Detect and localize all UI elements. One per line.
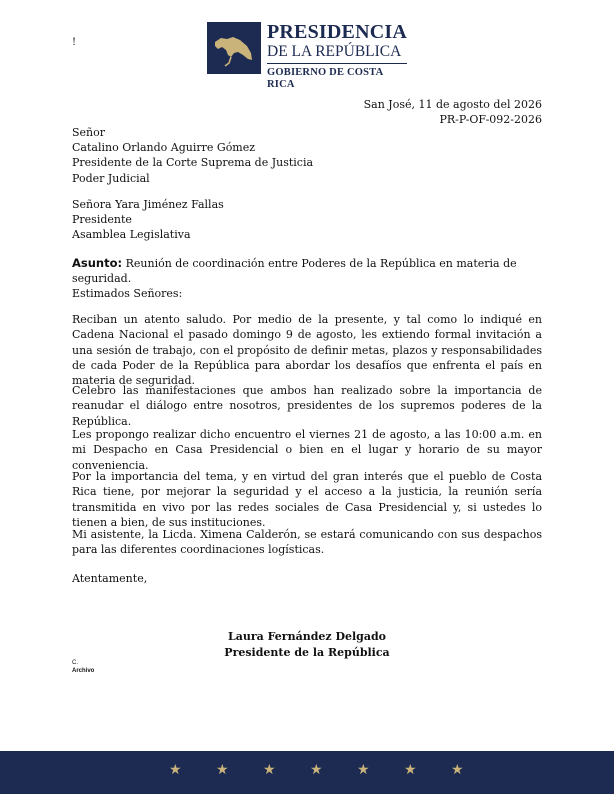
recipient-block-2 bbox=[72, 197, 224, 243]
logo-divider bbox=[267, 63, 407, 64]
subject-label: Asunto: bbox=[72, 256, 123, 270]
logo-title: PRESIDENCIA bbox=[267, 21, 408, 43]
recipient-institution: Asamblea Legislativa bbox=[72, 228, 191, 242]
subject-text: Reunión de coordinación entre Poderes de la República en materia de seguridad. bbox=[72, 257, 517, 285]
star-icon: ★ bbox=[216, 762, 229, 778]
signature-block bbox=[0, 629, 614, 660]
star-icon: ★ bbox=[404, 762, 417, 778]
closing: Atentamente, bbox=[72, 572, 148, 585]
letter-reference: PR-P-OF-092-2026 bbox=[439, 113, 542, 126]
greeting: Estimados Señores: bbox=[72, 287, 183, 300]
star-icon: ★ bbox=[451, 762, 464, 778]
logo-government: GOBIERNO DE COSTA RICA bbox=[267, 67, 383, 90]
recipient-block-1 bbox=[72, 125, 313, 186]
subject-line bbox=[72, 256, 542, 286]
page-mark: ! bbox=[72, 37, 77, 48]
body-paragraph: Mi asistente, la Licda. Ximena Calderón, se estará comunicando con sus despachos para las diferentes coordinaciones logísticas. bbox=[72, 528, 542, 557]
star-icon: ★ bbox=[310, 762, 323, 778]
body-paragraph: Les propongo realizar dicho encuentro el viernes 21 de agosto, a las 10:00 a.m. en mi Despacho en Casa Presidencial o bien en el lugar y horario de su mayor conveniencia. bbox=[72, 428, 542, 472]
letter-header bbox=[364, 97, 542, 127]
recipient-title: Presidente de la Corte Suprema de Justicia bbox=[72, 156, 314, 170]
cc-item: Archivo bbox=[72, 668, 95, 674]
body-paragraph: Reciban un atento saludo. Por medio de la presente, y tal como lo indiqué en Cadena Nacional el pasado domingo 9 de agosto, les extiendo formal invitación a una sesión de trabajo, con el propósito de definir metas, plazos y responsabilidades de cada Poder de la República para abordar los desafíos que enfrenta el país en materia de seguridad. bbox=[72, 313, 542, 388]
presidency-logo bbox=[207, 21, 408, 90]
signatory-name: Laura Fernández Delgado bbox=[227, 630, 387, 643]
star-icon: ★ bbox=[169, 762, 182, 778]
recipient-title: Presidente bbox=[72, 213, 132, 227]
recipient-name: Señora Yara Jiménez Fallas bbox=[72, 198, 224, 211]
body-paragraph: Celebro las manifestaciones que ambos han realizado sobre la importancia de reanudar el diálogo entre nosotros, presidentes de los supremos poderes de la República. bbox=[72, 384, 542, 428]
body-paragraph: Por la importancia del tema, y en virtud del gran interés que el pueblo de Costa Rica tiene, por mejorar la seguridad y el acceso a la justicia, la reunión sería transmitida en vivo por las redes sociales de Casa Presidencial y, si ustedes lo tienen a bien, de sus instituciones. bbox=[72, 470, 542, 529]
star-icon: ★ bbox=[357, 762, 370, 778]
cc-label: C. bbox=[72, 660, 78, 666]
star-icon: ★ bbox=[263, 762, 276, 778]
costa-rica-map-emblem bbox=[207, 22, 261, 74]
logo-subtitle: DE LA REPÚBLICA bbox=[267, 43, 402, 60]
recipient-salutation: Señor bbox=[72, 126, 106, 139]
recipient-name: Catalino Orlando Aguirre Gómez bbox=[72, 141, 256, 155]
recipient-institution: Poder Judicial bbox=[72, 171, 150, 185]
footer-band bbox=[0, 751, 614, 794]
copy-notation bbox=[72, 659, 94, 675]
letter-date: San José, 11 de agosto del 2026 bbox=[363, 98, 542, 111]
signatory-title: Presidente de la República bbox=[224, 645, 390, 659]
